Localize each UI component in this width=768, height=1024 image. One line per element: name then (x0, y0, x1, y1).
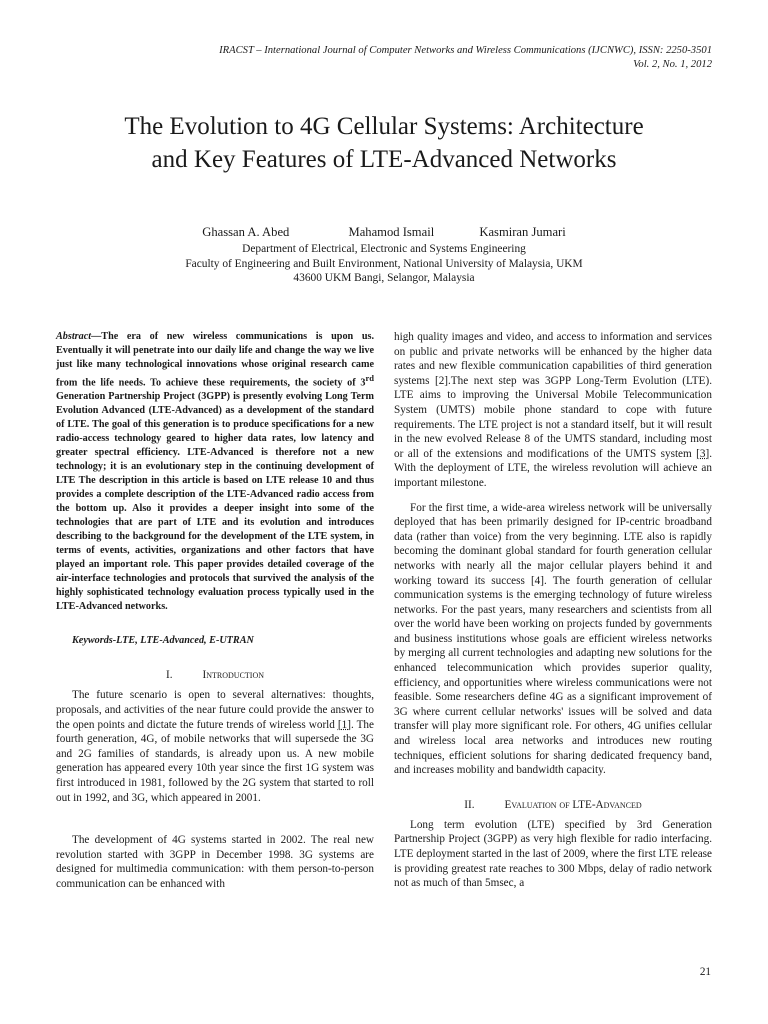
paragraph-text: high quality images and video, and access to information and services on public and private networks will be enhanced by the higher data rates and new flexible communication capabilities of third generation systems [2].The next step was 3GPP Long-Term Evolution (LTE). LTE aims to improving the Universal Mobile Telecommunication System (UMTS) mobile phone standard to cope with future requirements. The LTE project is not a standard itself, but it will result in the new evolved Release 8 of the UMTS standard, including most or all of the extensions and modifications of the UMTS system (394, 331, 712, 460)
abstract-text: Generation Partnership Project (3GPP) is presently evolving Long Term Evolution Advanced (LTE-Advanced) as a development of the standard of LTE. The goal of this generation is to produce specifications for a new radio-access technology geared to higher data rates, low latency and greater spectral efficiency. LTE-Advanced is therefore not a new technology; it is an evolutionary step in the continuing development of LTE The description in this article is based on LTE release 10 and thus provides a complete description of the LTE-Advanced radio access from the bottom up. Also it provides a deeper insight into some of the technologies that are part of LTE and its evolution and introduces describing to the background for the development of the LTE system, in terms of events, activities, organizations and other factors that have played an important role. This paper provides detailed coverage of the air-interface technologies and protocols that survived the analysis of the highly sophisticated technology evaluation process typically used in the LTE-Advanced networks. (56, 391, 374, 612)
author-name: Kasmiran Jumari (479, 225, 566, 239)
body-paragraph: For the first time, a wide-area wireless network will be universally deployed that has been primarily designed for IP-centric broadband data (rather than voice) from the very beginning. LTE also is rapidly becoming the dominant global standard for fourth generation cellular networks with nearly all the major cellular players behind it and working toward its success [4]. The fourth generation of cellular communication systems is the emerging technology of future wireless networks. For the past years, many researchers and scientists from all over the world have been working on projects funded by governments and business institutions whose goals are efficient wireless networks by merging all current technologies and adapting new solutions for the enhanced telecommunication which provides superior quality, efficiency, and opportunities where wireless communications were not feasible. Some researchers define 4G as a significant improvement of 3G where current cellular networks' issues will be solved and data transfer will play more significant role. For others, 4G unifies cellular and wireless local area networks and introduces new routing techniques, efficient solutions for sharing dedicated frequency band, and increases mobility and bandwidth capacity. (394, 501, 712, 777)
citation-link[interactable]: [3] (696, 447, 710, 460)
intro-paragraph (56, 688, 374, 805)
abstract (56, 330, 374, 613)
affiliation-line: 43600 UKM Bangi, Selangor, Malaysia (293, 272, 475, 284)
journal-line: IRACST – International Journal of Computer Networks and Wireless Communications (IJCNWC), ISSN: 2250-3501 (219, 45, 712, 56)
section-number: I. (165, 669, 173, 682)
abstract-label: Abstract (56, 331, 92, 342)
intro-paragraph: The development of 4G systems started in 2002. The real new revolution started with 3GPP in December 1998. 3G systems are designed for multimedia communication: with them person-to-person communication can be enhanced with (56, 834, 374, 890)
author-name: Mahamod Ismail (348, 225, 435, 239)
paragraph-text: The future scenario is open to several alternatives: thoughts, proposals, and activities of the near future could provide the answer to the open points and dictate the future trends of wireless world (56, 689, 374, 731)
author-list (0, 224, 768, 240)
section-number: II. (464, 798, 475, 811)
keywords: Keywords-LTE, LTE-Advanced, E-UTRAN (72, 635, 254, 647)
section-heading-introduction (56, 668, 374, 682)
affiliation-line: Faculty of Engineering and Built Environment, National University of Malaysia, UKM (185, 257, 583, 270)
author-name: Ghassan A. Abed (202, 225, 290, 239)
title-line-2: and Key Features of LTE-Advanced Networks (151, 146, 617, 173)
affiliation (0, 242, 768, 286)
page-number: 21 (699, 966, 711, 978)
body-paragraph (394, 330, 712, 491)
body-paragraph: Long term evolution (LTE) specified by 3rd Generation Partnership Project (3GPP) as very high flexible for radio interfacing. LTE deployment started in the last of 2009, where the first LTE release is providing greatest rate reaches to 300 Mbps, delay of radio network not as much of than 5msec, a (394, 818, 712, 890)
title-line-1: The Evolution to 4G Cellular Systems: Architecture (124, 113, 644, 140)
paragraph-text: . The fourth generation, 4G, of mobile networks that will supersede the 3G and 2G families of standards, is already upon us. A new mobile generation has appeared every 10th year since the first 1G system was first introduced in 1981, followed by the 2G system that started to roll out in 1992, and 3G, which appeared in 2001. (56, 718, 374, 804)
affiliation-line: Department of Electrical, Electronic and Systems Engineering (242, 243, 526, 255)
section-heading-evaluation (394, 798, 712, 812)
volume-line: Vol. 2, No. 1, 2012 (633, 59, 712, 70)
section-title: Evaluation of LTE-Advanced (504, 798, 642, 811)
abstract-superscript: rd (365, 372, 374, 383)
journal-header (219, 44, 712, 72)
paper-title (40, 110, 728, 176)
citation-link[interactable]: [1] (337, 718, 351, 731)
left-column (56, 330, 374, 892)
section-title: Introduction (202, 669, 265, 682)
right-column (394, 330, 712, 891)
abstract-text: —The era of new wireless communications is upon us. Eventually it will penetrate into our daily life and change the way we live just like many technological innovations whose original research came from the life needs. To achieve these requirements, the society of 3 (56, 331, 374, 389)
paragraph-text: . With the deployment of LTE, the wireless revolution will achieve an important milestone. (394, 447, 712, 489)
